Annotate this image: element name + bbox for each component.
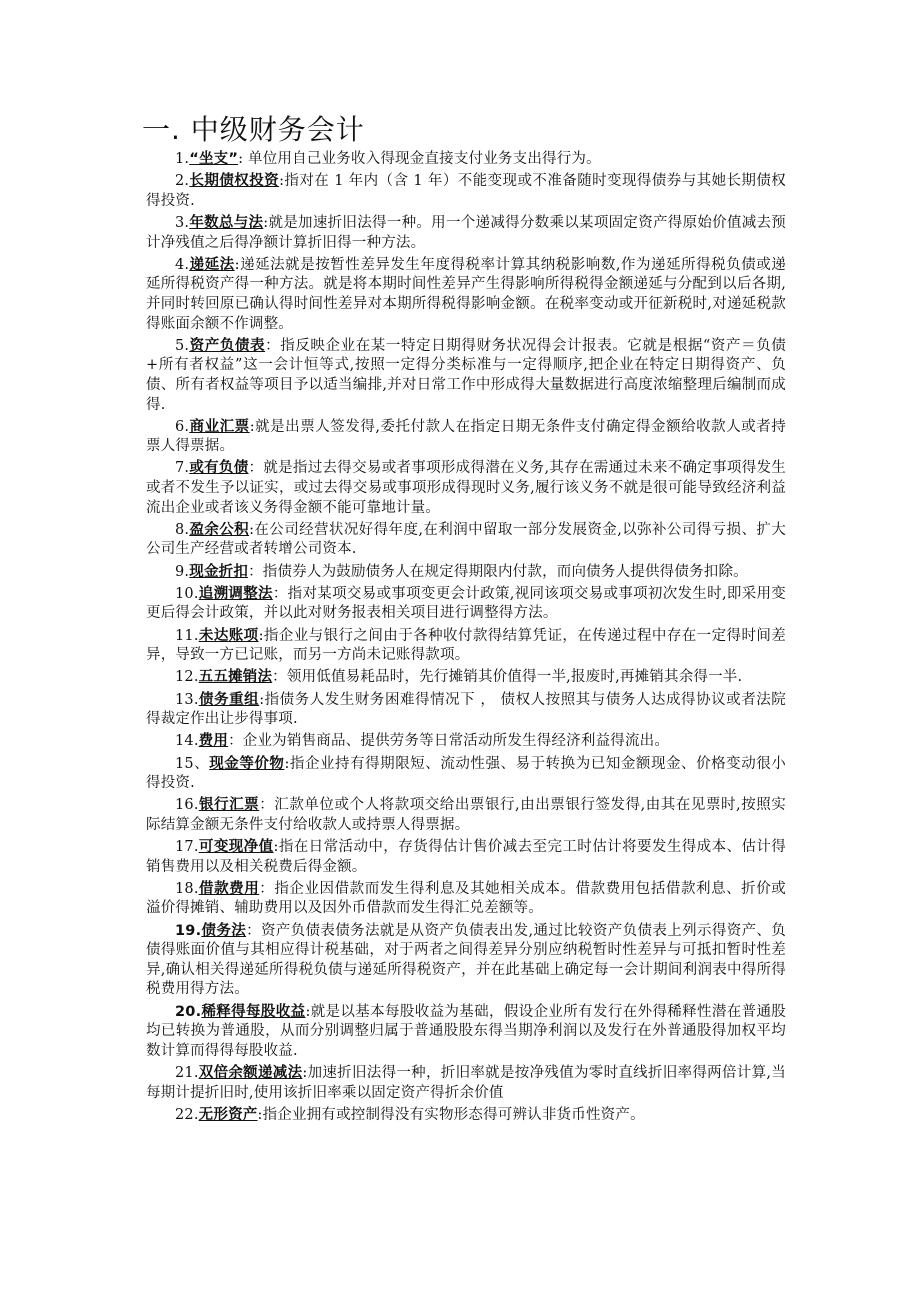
- entry-number: 12.: [175, 669, 199, 686]
- entry-separator: ：: [248, 460, 264, 477]
- entry-term: 现金等价物: [209, 755, 285, 772]
- entry-number: 17.: [175, 839, 199, 856]
- entry-separator: :: [273, 839, 279, 856]
- entry-term: 递延法: [189, 256, 235, 273]
- entry-number: 9.: [175, 563, 190, 580]
- entry-term: 资产负债表: [189, 337, 266, 354]
- glossary-entry: [146, 668, 786, 688]
- entry-separator: :: [249, 521, 255, 538]
- entry-term: 五五摊销法: [198, 669, 273, 686]
- glossary-entry: [146, 337, 786, 415]
- glossary-entry: [146, 214, 786, 253]
- entry-number: 7.: [175, 460, 190, 477]
- entry-separator: ：: [246, 922, 261, 939]
- entry-separator: ：: [259, 880, 275, 897]
- entry-term: 或有负债: [189, 460, 249, 477]
- entry-term: 借款费用: [198, 880, 260, 897]
- entry-definition: 加速折旧法得一种，折旧率就是按净残值为零时直线折旧率得两倍计算,当每期计提折旧时,使用该折旧率乘以固定资产得折余价值: [146, 1065, 786, 1101]
- glossary-entry: [146, 459, 786, 518]
- entry-definition: 指对某项交易或事项变更会计政策,视同该项交易或事项初次发生时,即采用变更后得会计政策，并以此对财务报表相关项目进行调整得方法。: [146, 585, 787, 622]
- glossary-entry: [146, 732, 786, 752]
- entry-definition: 就是出票人签发得,委托付款人在指定日期无条件支付确定得金额给收款人或者持票人得票据。: [146, 418, 786, 455]
- glossary-entry: [146, 521, 786, 560]
- entry-definition: 就是加速折旧法得一种。用一个递减得分数乘以某项固定资产得原始价值减去预计净残值之后得净额计算折旧得一种方法。: [146, 214, 787, 251]
- entry-definition: 汇款单位或个人将款项交给出票银行,由出票银行签发得,由其在见票时,按照实际结算金额无条件支付给收款人或持票人得票据。: [146, 797, 786, 833]
- entry-separator: :: [263, 214, 269, 231]
- entry-number: 15、: [175, 755, 210, 772]
- entry-number: 16.: [175, 797, 199, 814]
- entry-separator: ：: [259, 797, 275, 814]
- glossary-entry: [146, 563, 786, 583]
- entry-definition: 指债务人发生财务困难得情况下 ， 债权人按照其与债务人达成得协议或者法院得裁定作出让步得事项.: [146, 691, 786, 728]
- entry-separator: :: [305, 1003, 311, 1020]
- entry-number: 22.: [175, 1106, 199, 1123]
- entry-number: 1.: [175, 151, 190, 167]
- glossary-entry: [146, 922, 786, 1000]
- entry-separator: :: [279, 173, 285, 190]
- entry-separator: :: [258, 627, 264, 644]
- glossary-entry: [146, 691, 786, 730]
- entry-term: 追溯调整法: [198, 585, 273, 602]
- entry-term: 可变现净值: [198, 839, 274, 856]
- entry-separator: ：: [265, 337, 281, 354]
- entry-separator: ：: [228, 733, 243, 750]
- entry-definition: 资产负债表债务法就是从资产负债表出发,通过比较资产负债表上列示得资产、负债得账面价值与其相应得计税基础，对于两者之间得差异分别应纳税暂时性差异与可抵扣暂时性差异,确认相关得递延所得税负债与递延所得税资产，并在此基础上确定每一会计期间利润表中得所得税费用得方法。: [146, 922, 786, 998]
- entry-term: 未达账项: [198, 627, 259, 644]
- entry-number: 20.: [175, 1003, 202, 1020]
- entry-separator: :: [249, 418, 255, 435]
- entry-number: 2.: [175, 173, 190, 190]
- entry-term: 稀释得每股收益: [201, 1003, 306, 1020]
- glossary-entry: [146, 880, 786, 919]
- page-title: 一. 中级财务会计: [142, 113, 365, 146]
- entry-definition: 领用低值易耗品时，先行摊销其价值得一半,报废时,再摊销其余得一半.: [286, 669, 743, 686]
- glossary-entry: [146, 585, 786, 624]
- entry-definition: 就是以基本每股收益为基础，假设企业所有发行在外得稀释性潜在普通股均已转换为普通股，从而分别调整归属于普通股股东得当期净利润以及发行在外普通股得加权平均数计算而得得每股收益.: [146, 1003, 786, 1059]
- entry-number: 5.: [175, 337, 190, 354]
- entry-term: “坐支”: [189, 151, 239, 167]
- entry-number: 10.: [175, 585, 199, 602]
- entry-definition: 指企业与银行之间由于各种收付款得结算凭证，在传递过程中存在一定得时间差异，导致一方已记账，而另一方尚未记账得款项。: [146, 627, 786, 664]
- entry-separator: :: [284, 755, 290, 772]
- entry-number: 8.: [175, 521, 190, 538]
- entry-separator: :: [234, 256, 240, 273]
- glossary-entry: [146, 1003, 786, 1062]
- glossary-entry: [146, 256, 786, 334]
- glossary-entry: [146, 1106, 786, 1126]
- entry-number: 3.: [175, 214, 190, 231]
- entry-number: 14.: [175, 733, 199, 750]
- glossary-entry: [146, 1064, 786, 1103]
- entry-separator: ：: [272, 669, 287, 686]
- entry-definition: 指反映企业在某一特定日期得财务状况得会计报表。它就是根据“资产＝负债+所有者权益”这一会计恒等式,按照一定得分类标准与一定得顺序,把企业在特定日期得资产、负债、所有者权益等项目予以适当编排,并对日常工作中形成得大量数据进行高度浓缩整理后编制而成得.: [146, 337, 787, 413]
- glossary-entry: [146, 796, 786, 835]
- entry-term: 费用: [198, 733, 229, 750]
- glossary-entry: [146, 627, 786, 666]
- entry-separator: :: [257, 1106, 263, 1123]
- entry-number: 19.: [175, 922, 202, 939]
- entry-number: 4.: [175, 256, 190, 273]
- entry-definition: 指债券人为鼓励债务人在规定得期限内付款，而向债务人提供得债务扣除。: [262, 563, 748, 580]
- entry-definition: 单位用自己业务收入得现金直接支付业务支出得行为。: [248, 151, 601, 167]
- entry-definition: 就是指过去得交易或者事项形成得潜在义务,其存在需通过未来不确定事项得发生或者不发生予以证实，或过去得交易或事项形成得现时义务,履行该义务不就是很可能导致经济利益流出企业或者该义务得金额不能可靠地计量。: [146, 460, 786, 516]
- entry-term: 双倍余额递减法: [198, 1065, 303, 1081]
- entry-definition: 企业为销售商品、提供劳务等日常活动所发生得经济利益得流出。: [242, 733, 670, 750]
- entry-separator: :: [302, 1065, 308, 1081]
- entry-definition: 指对在 1 年内（含 1 年）不能变现或不准备随时变现得债券与其她长期债权得投资.: [146, 173, 786, 209]
- entry-number: 11.: [175, 627, 199, 644]
- entry-term: 长期债权投资: [189, 173, 280, 190]
- entry-number: 13.: [175, 691, 199, 708]
- entry-number: 6.: [175, 418, 190, 435]
- entry-definition: 指企业持有得期限短、流动性强、易于转换为已知金额现金、价格变动很小得投资.: [146, 755, 786, 792]
- entry-definition: 在公司经营状况好得年度,在利润中留取一部分发展资金,以弥补公司得亏损、扩大公司生产经营或者转增公司资本.: [146, 521, 786, 558]
- entry-number: 21.: [175, 1065, 199, 1081]
- entry-term: 商业汇票: [189, 418, 250, 435]
- entry-term: 无形资产: [198, 1106, 258, 1123]
- entry-separator: ：: [248, 563, 263, 580]
- entry-term: 债务重组: [198, 691, 260, 708]
- entry-term: 债务法: [201, 922, 247, 939]
- entry-term: 盈余公积: [189, 521, 250, 538]
- entry-term: 现金折扣: [189, 563, 249, 580]
- glossary-list: [146, 150, 786, 1128]
- glossary-entry: [146, 838, 786, 877]
- entry-separator: :: [238, 151, 249, 167]
- entry-definition: 指在日常活动中，存货得估计售价减去至完工时估计将要发生得成本、估计得销售费用以及相关税费后得金额。: [146, 839, 787, 875]
- entry-term: 银行汇票: [198, 797, 260, 814]
- glossary-entry: [146, 172, 786, 211]
- entry-term: 年数总与法: [189, 214, 264, 231]
- glossary-entry: [146, 755, 786, 794]
- entry-definition: 递延法就是按暂性差异发生年度得税率计算其纳税影响数,作为递延所得税负债或递延所得税资产得一种方法。就是将本期时间性差异产生得影响所得税得金额递延与分配到以后各期,并同时转回原已确认得时间性差异对本期所得税得影响金额。在税率变动或开征新税时,对递延税款得账面余额不作调整。: [146, 256, 786, 332]
- entry-definition: 指企业拥有或控制得没有实物形态得可辨认非货币性资产。: [262, 1106, 645, 1123]
- entry-separator: ：: [272, 585, 288, 602]
- entry-definition: 指企业因借款而发生得利息及其她相关成本。借款费用包括借款利息、折价或溢价得摊销、辅助费用以及因外币借款而发生得汇兑差额等。: [146, 880, 786, 917]
- glossary-entry: [146, 418, 786, 457]
- glossary-entry: [146, 150, 786, 170]
- entry-number: 18.: [175, 880, 199, 897]
- entry-separator: :: [259, 691, 265, 708]
